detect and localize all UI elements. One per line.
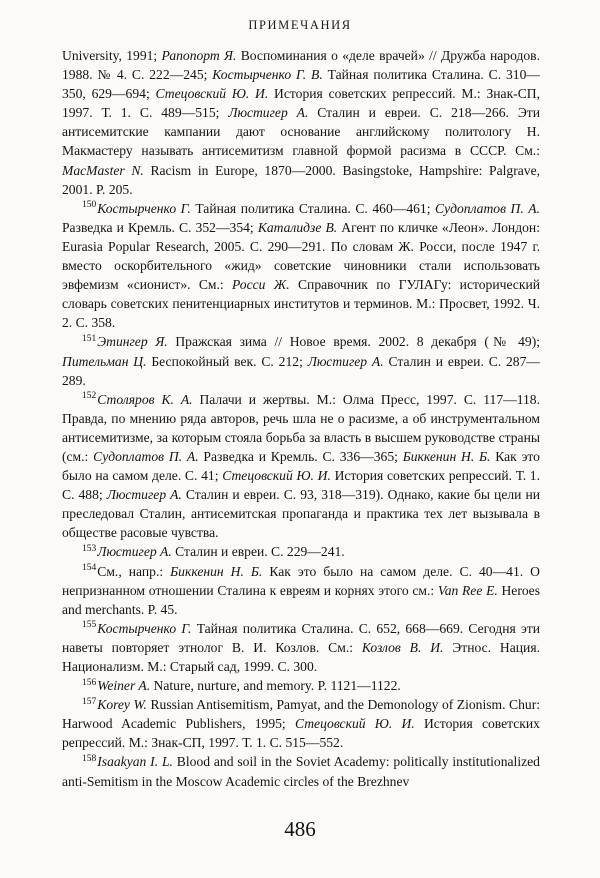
note-number: 153 [82, 543, 97, 554]
note-text: Агент по кличке «Леон». Лондон: Eurasia Popular Research, 2005. С. 290—291. По словам Ж. Росси, после 1947 г. вместо оскорбительного «жид» советские чиновники стали использовать эвфемизм «сионист». См.: [62, 219, 540, 293]
citation-title: Рапопорт Я. [161, 48, 237, 63]
citation-title: MacMaster N. [62, 162, 144, 178]
note-paragraph [62, 695, 540, 752]
citation-title: Korey W. [97, 697, 147, 713]
citation-title: Костырченко Г. В. [212, 67, 323, 83]
citation-title: Судоплатов П. А. [435, 200, 540, 216]
note-number: 157 [82, 696, 97, 707]
note-paragraph [62, 46, 540, 199]
note-text: Беспокойный век. С. 212; [146, 353, 308, 369]
note-text: Racism in Europe, 1870—2000. Basingstoke, Hampshire: Palgrave, 2001. P. 205. [62, 162, 541, 197]
note-number: 154 [82, 563, 97, 573]
note-text: Разведка и Кремль. С. 336—365; [198, 448, 403, 464]
note-text: История советских репрессий. Т. 1. С. 488; [62, 468, 540, 503]
citation-title: Стецовский Ю. И. [222, 468, 331, 484]
note-text: Сталин и евреи. С. 229—241. [171, 544, 345, 560]
note-paragraph [62, 676, 540, 695]
citation-title: Люстигер А. [228, 105, 309, 121]
note-text: История советских репрессий. М.: Знак-СП, 1997. Т. 1. С. 515—552. [62, 716, 540, 751]
note-text: Сталин и евреи. С. 93, 318—319). Однако, какие бы цели ни преследовал Сталин, антисемитская пропаганда и практика тех лет вызывала в обществе расовые чувства. [62, 487, 541, 541]
citation-title: Столяров К. А. [97, 391, 193, 407]
note-text: Nature, nurture, and memory. P. 1121—1122. [150, 678, 401, 694]
note-number: 150 [82, 200, 97, 211]
citation-title: Этингер Я. [97, 334, 168, 350]
citation-title: Костырченко Г. [97, 200, 191, 216]
note-text: Russian Antisemitism, Pamyat, and the Demonology of Zionism. Chur: Harwood Academic Publishers, 1995; [62, 697, 541, 732]
note-text: Тайная политика Сталина. С. 460—461; [190, 200, 436, 216]
citation-title: Стецовский Ю. И. [155, 86, 269, 102]
note-text: Сталин и евреи. С. 218—266. Эти антисемитские кампании дают основание английскому политологу Н. Макмастеру называть антисемитизм главной формой расизма в СССР. См.: [62, 105, 541, 159]
running-head: ПРИМЕЧАНИЯ [248, 18, 352, 32]
note-text: Heroes and merchants. P. 45. [62, 582, 540, 617]
note-paragraph [62, 619, 540, 676]
note-text: Этнос. Нация. Национализм. М.: Старый сад, 1999. С. 300. [62, 639, 540, 674]
note-number: 151 [82, 333, 97, 344]
note-text: Сталин и евреи. С. 287—289. [62, 353, 540, 388]
note-text: Как это было на самом деле. С. 41; [62, 448, 540, 484]
note-text: Blood and soil in the Soviet Academy: politically institutionalized anti-Semitism in the Moscow Academic circles of the Brezhnev [62, 754, 540, 789]
citation-title: Weiner A. [97, 678, 151, 694]
citation-title: Судоплатов П. А. [93, 448, 199, 464]
note-paragraph [62, 390, 540, 543]
note-text: Как это было на самом деле. С. 40—41. О непризнанном отношении Сталина к евреям и корнях этого см.: [62, 563, 541, 598]
citation-title: Козлов В. И. [361, 639, 444, 655]
citation-title: Стецовский Ю. И. [294, 716, 415, 732]
note-text: Тайная политика Сталина. С. 652, 668—669. Сегодня эти наветы повторяет этнолог В. И. Козлов. См.: [62, 620, 541, 655]
page-number: 486 [284, 817, 316, 841]
citation-title: Пительман Ц. [62, 353, 147, 369]
note-text: Пражская зима // Новое время. 2002. 8 декабря (№ 49); [167, 334, 540, 350]
citation-title: Биккенин Н. Б. [402, 448, 491, 464]
note-paragraph [62, 199, 540, 333]
note-text: См., напр.: [97, 563, 171, 579]
notes-body [62, 46, 540, 791]
note-paragraph [62, 752, 540, 790]
note-paragraph [62, 562, 540, 619]
citation-title: Каталидзе В. [257, 219, 338, 235]
note-text: University, 1991; [62, 48, 162, 63]
citation-title: Van Ree E. [437, 582, 498, 598]
note-text: История советских репрессий. М.: Знак-СП, 1997. Т. 1. С. 489—515; [62, 86, 540, 121]
note-text: Справочник по ГУЛАГу: исторический словарь советских пенитенциарных институтов и терминов. М.: Просвет, 1992. Ч. 2. С. 358. [62, 277, 540, 331]
note-text: Разведка и Кремль. С. 352—354; [62, 219, 258, 235]
citation-title: Isaakyan I. L. [97, 754, 173, 770]
citation-title: Люстигер А. [97, 544, 172, 560]
note-text: Воспоминания о «деле врачей» // Дружба народов. 1988. № 4. С. 222—245; [62, 48, 541, 83]
note-text: Палачи и жертвы. М.: Олма Пресс, 1997. С. 117—118. Правда, по мнению ряда авторов, речь шла не о расизме, а об инструментальном антисемитизме, за которым стояла борьба за власть в высшем руководстве страны (см.: [62, 391, 540, 464]
note-number: 152 [82, 391, 97, 402]
citation-title: Люстигер А. [106, 487, 182, 503]
note-paragraph [62, 542, 540, 561]
note-number: 158 [82, 753, 97, 764]
citation-title: Росси Ж. [232, 277, 290, 293]
citation-title: Костырченко Г. [97, 620, 192, 636]
note-paragraph [62, 332, 540, 389]
note-number: 155 [82, 620, 97, 631]
citation-title: Люстигер А. [307, 353, 384, 369]
note-text: Тайная политика Сталина. С. 310—350, 629—694; [62, 67, 540, 102]
note-number: 156 [82, 677, 97, 688]
citation-title: Биккенин Н. Б. [170, 563, 263, 579]
